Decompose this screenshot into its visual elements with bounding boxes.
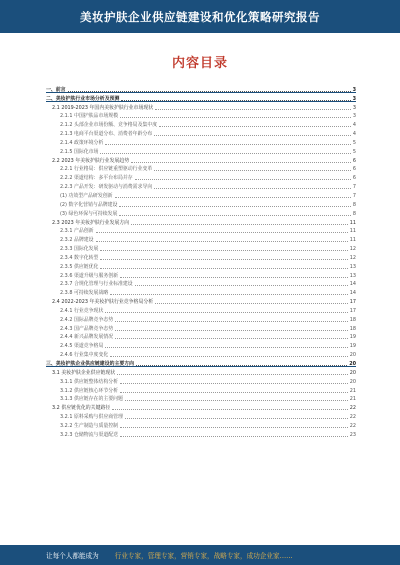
toc-entry[interactable]: [46, 314, 356, 323]
toc-entry[interactable]: [46, 217, 356, 226]
toc-dot-leader: [135, 179, 351, 180]
toc-entry-page: 5: [352, 148, 356, 155]
toc-entry-page: 4: [352, 131, 356, 138]
toc-entry[interactable]: [46, 287, 356, 296]
toc-dot-leader: [117, 374, 348, 375]
toc-entry[interactable]: [46, 226, 356, 235]
toc-entry-label: 2.4.2 国际品牌竞争态势: [60, 316, 114, 323]
toc-entry-page: 6: [352, 175, 356, 182]
toc-dot-leader: [120, 277, 348, 278]
toc-dot-leader: [131, 224, 348, 225]
toc-dot-leader: [125, 418, 348, 419]
toc-entry[interactable]: [46, 199, 356, 208]
toc-entry-label: 2.1 2019-2023 年国内美妆护肤行业市场现状: [52, 104, 154, 111]
toc-entry-page: 20: [349, 361, 356, 367]
toc-entry-label: 3.1 美妆护肤企业供应链现状: [52, 369, 116, 376]
toc-entry-label: 2.2.1 行业格局：供应链重塑驱动行业变革: [60, 166, 153, 173]
toc-dot-leader: [100, 153, 350, 154]
toc-entry[interactable]: [46, 385, 356, 394]
toc-entry-label: 2.1.3 电商平台渠道分布、消费者年龄分布: [60, 131, 153, 138]
toc-entry-page: 21: [349, 396, 356, 403]
toc-entry[interactable]: [46, 261, 356, 270]
toc-entry-label: (3) 绿色环保与可持续发展: [60, 210, 118, 217]
toc-entry-label: 2.3.4 数字化转型: [60, 254, 99, 261]
toc-entry-page: 6: [352, 166, 356, 173]
toc-entry-label: 2.3.2 品牌建设: [60, 237, 94, 244]
toc-dot-leader: [125, 400, 348, 401]
toc-dot-leader: [105, 347, 347, 348]
toc-entry[interactable]: [46, 420, 356, 429]
toc-dot-leader: [120, 383, 348, 384]
toc-entry-page: 20: [349, 378, 356, 385]
toc-entry-page: 7: [352, 184, 356, 191]
toc-entry-page: 21: [349, 387, 356, 394]
toc-entry[interactable]: [46, 243, 356, 252]
toc-entry-label: 2.4.1 行业竞争现状: [60, 307, 104, 314]
toc-entry[interactable]: [46, 119, 356, 128]
toc-entry[interactable]: [46, 93, 356, 102]
toc-entry-label: 3.1.2 供应链核心环节分析: [60, 387, 119, 394]
toc-dot-leader: [100, 259, 347, 260]
toc-entry[interactable]: [46, 111, 356, 120]
toc-dot-leader: [96, 232, 348, 233]
toc-entry[interactable]: [46, 376, 356, 385]
footer-bar: [0, 545, 400, 565]
toc-entry-page: 11: [349, 219, 356, 226]
toc-entry-label: 一、前言: [46, 86, 66, 93]
toc-entry-label: 2.3.5 供应链优化: [60, 263, 99, 270]
toc-entry-label: 2.4 2022-2023 年美妆护肤行业竞争格局分析: [52, 299, 154, 306]
toc-entry-page: 22: [349, 422, 356, 429]
toc-entry-page: 18: [349, 325, 356, 332]
toc-entry-label: 2.3.1 产品创新: [60, 228, 94, 235]
toc-entry[interactable]: [46, 332, 356, 341]
toc-dot-leader: [112, 409, 348, 410]
toc-entry[interactable]: [46, 296, 356, 305]
toc-entry[interactable]: [46, 181, 356, 190]
toc-entry-label: (1) 功效型产品研发创新: [60, 192, 113, 199]
toc-dot-leader: [154, 135, 351, 136]
toc-entry-page: 3: [352, 104, 356, 111]
toc-entry-label: 2.2 2023 年美妆护肤行业发展趋势: [52, 157, 130, 164]
toc-entry-page: 7: [352, 192, 356, 199]
report-header-bar: [0, 0, 400, 33]
toc-entry-page: 20: [349, 369, 356, 376]
toc-dot-leader: [155, 109, 351, 110]
toc-entry-label: 2.3.7 合规化管理与行业标准建设: [60, 281, 133, 288]
toc-entry[interactable]: [46, 234, 356, 243]
toc-entry-label: 2.4.3 国产品牌竞争态势: [60, 325, 114, 332]
toc-entry[interactable]: [46, 323, 356, 332]
toc-entry[interactable]: [46, 402, 356, 411]
toc-entry[interactable]: [46, 394, 356, 403]
toc-entry-label: 3.2.3 仓储物流与渠道配送: [60, 431, 119, 438]
toc-dot-leader: [154, 170, 351, 171]
toc-entry-label: 3.1.3 供应链存在的主要问题: [60, 396, 123, 403]
toc-dot-leader: [120, 392, 348, 393]
toc-dot-leader: [135, 285, 348, 286]
toc-entry[interactable]: [46, 190, 356, 199]
report-title: 美妆护肤企业供应链建设和优化策略研究报告: [80, 9, 320, 24]
toc-dot-leader: [159, 126, 351, 127]
toc-entry-label: 2.1.5 国际化市场: [60, 148, 99, 155]
toc-entry-label: 三、美妆护肤企业供应链建设的主要方向: [46, 361, 135, 367]
toc-entry[interactable]: [46, 358, 356, 367]
toc-entry-page: 4: [352, 122, 356, 129]
toc-entry[interactable]: [46, 367, 356, 376]
toc-entry-label: 2.3 2023 年美妆护肤行业发展方向: [52, 219, 130, 226]
toc-entry[interactable]: [46, 128, 356, 137]
toc-entry-page: 19: [349, 334, 356, 341]
toc-dot-leader: [105, 312, 347, 313]
toc-dot-leader: [120, 436, 348, 437]
toc-dot-leader: [96, 241, 348, 242]
toc-entry-label: 2.2.2 渠道结构：多平台布局并存: [60, 175, 133, 182]
toc-entry-page: 19: [349, 343, 356, 350]
toc-entry-page: 12: [349, 246, 356, 253]
toc-entry-label: (2) 数字化营销与品牌建设: [60, 201, 118, 208]
toc-entry[interactable]: [46, 164, 356, 173]
toc-entry-page: 18: [349, 316, 356, 323]
toc-entry-label: 2.4.4 新兴品牌发展情况: [60, 334, 114, 341]
toc-dot-leader: [154, 188, 351, 189]
toc-dot-leader: [100, 268, 347, 269]
toc-entry[interactable]: [46, 340, 356, 349]
toc-dot-leader: [115, 330, 348, 331]
toc-entry-page: 14: [349, 281, 356, 288]
toc-entry-label: 2.1.1 中国护肤品市场规模: [60, 113, 119, 120]
toc-entry[interactable]: [46, 146, 356, 155]
toc-entry[interactable]: [46, 349, 356, 358]
toc-entry-page: 11: [349, 237, 356, 244]
toc-entry[interactable]: [46, 84, 356, 93]
toc-entry-label: 2.4.5 渠道竞争格局: [60, 343, 104, 350]
toc-entry-label: 二、美妆护肤行业市场分析及预测: [46, 95, 120, 102]
toc-dot-leader: [115, 338, 348, 339]
toc-entry-page: 8: [352, 201, 356, 208]
toc-entry-page: 13: [349, 272, 356, 279]
toc-dot-leader: [120, 117, 351, 118]
toc-entry-label: 2.3.3 国际化发展: [60, 246, 99, 253]
toc-dot-leader: [120, 427, 348, 428]
toc-entry[interactable]: [46, 208, 356, 217]
toc-dot-leader: [119, 206, 350, 207]
toc-entry-page: 3: [352, 95, 356, 102]
toc-dot-leader: [105, 144, 351, 145]
toc-entry-page: 5: [352, 139, 356, 146]
table-of-contents: [46, 84, 356, 438]
toc-entry[interactable]: [46, 411, 356, 420]
toc-entry-page: 11: [349, 228, 356, 235]
toc-heading: 内容目录: [171, 56, 228, 71]
toc-entry-page: 3: [352, 113, 356, 120]
toc-dot-leader: [155, 303, 348, 304]
toc-entry-page: 17: [349, 299, 356, 306]
footer-slogan-right: 行业专家，管理专家，营销专家，战略专家，成功企业家……: [114, 552, 293, 560]
toc-entry-page: 6: [352, 157, 356, 164]
toc-entry-label: 3.1.1 供应链整体结构分析: [60, 378, 119, 385]
toc-entry-page: 14: [349, 290, 356, 297]
toc-entry[interactable]: [46, 172, 356, 181]
toc-entry[interactable]: [46, 155, 356, 164]
toc-entry-page: 12: [349, 254, 356, 261]
toc-entry-page: 23: [349, 431, 356, 438]
toc-entry-label: 2.1.2 头部企业市场份额、竞争格局及集中度: [60, 122, 158, 129]
toc-entry[interactable]: [46, 137, 356, 146]
toc-entry-label: 3.2.2 生产制造与质量控制: [60, 422, 119, 429]
toc-entry-label: 2.1.4 政策环境分析: [60, 139, 104, 146]
toc-entry-page: 20: [349, 352, 356, 359]
toc-dot-leader: [110, 356, 348, 357]
toc-entry[interactable]: [46, 429, 356, 438]
toc-entry[interactable]: [46, 305, 356, 314]
toc-entry-label: 3.2 供应链优化的关键路径: [52, 405, 111, 412]
toc-entry-page: 13: [349, 263, 356, 270]
toc-entry[interactable]: [46, 270, 356, 279]
toc-dot-leader: [100, 250, 347, 251]
toc-dot-leader: [115, 197, 351, 198]
toc-entry-page: 17: [349, 307, 356, 314]
footer-slogan-left: 让每个人都能成为: [46, 552, 99, 560]
toc-entry-label: 2.3.6 渠道升级与服务创新: [60, 272, 119, 279]
toc-entry-page: 3: [352, 86, 356, 93]
toc-dot-leader: [119, 215, 350, 216]
toc-dot-leader: [131, 162, 351, 163]
toc-entry-label: 2.3.8 可持续发展战略: [60, 290, 109, 297]
toc-entry-label: 2.2.3 产品开发：研发驱动与消费需求导向: [60, 184, 153, 191]
toc-entry-page: 22: [349, 405, 356, 412]
toc-entry-label: 2.4.6 行业集中度变化: [60, 352, 109, 359]
toc-dot-leader: [115, 321, 348, 322]
toc-entry-page: 22: [349, 414, 356, 421]
toc-entry[interactable]: [46, 102, 356, 111]
toc-entry-page: 8: [352, 210, 356, 217]
toc-dot-leader: [110, 294, 348, 295]
toc-entry-label: 3.2.1 原料采购与供应商管理: [60, 414, 123, 421]
toc-entry[interactable]: [46, 279, 356, 288]
toc-entry[interactable]: [46, 252, 356, 261]
